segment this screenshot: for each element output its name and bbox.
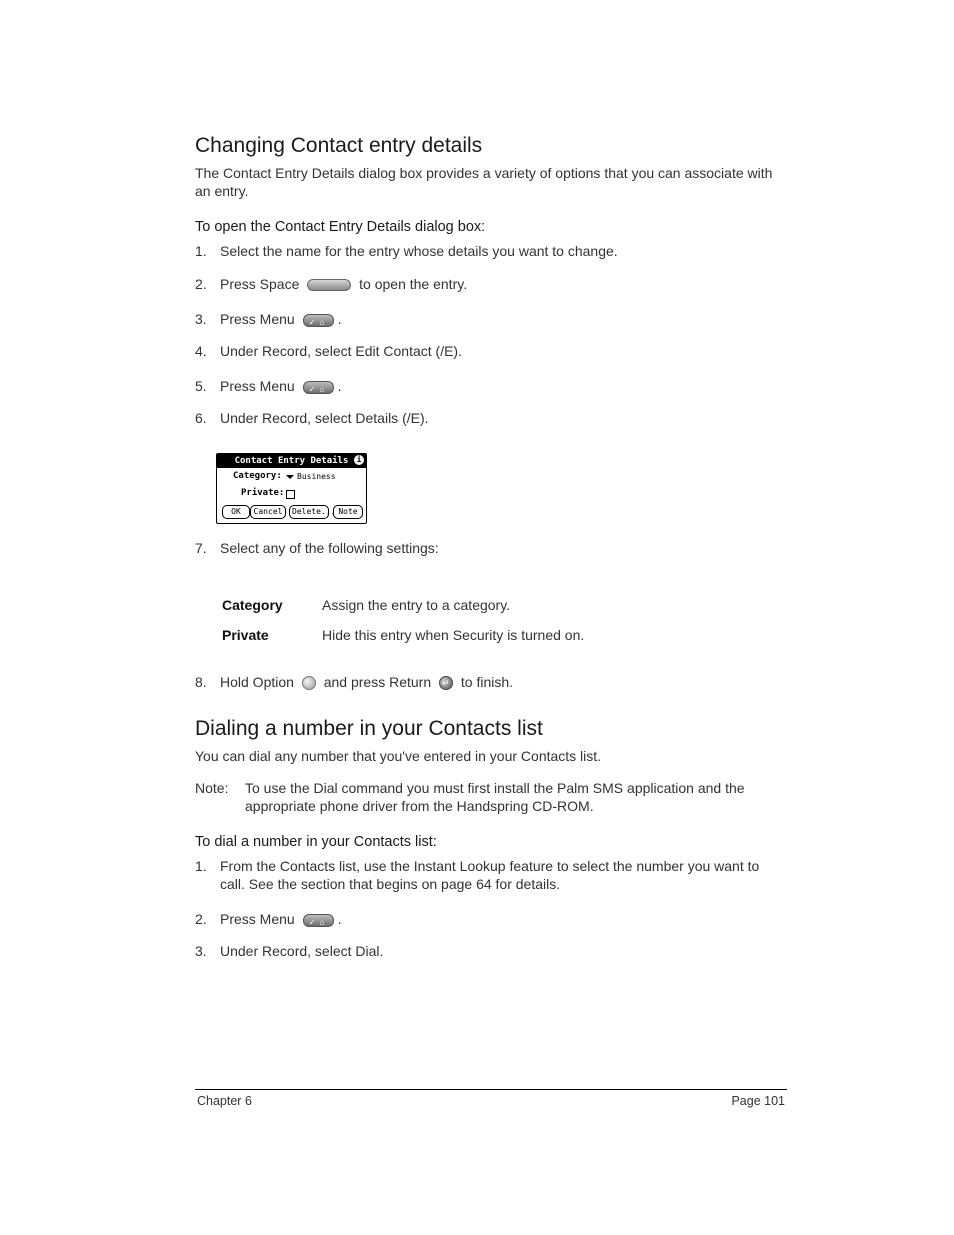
step-6: 6. Under Record, select Details (/E). <box>195 410 429 426</box>
space-key-icon <box>307 279 351 291</box>
footer-divider <box>195 1089 787 1090</box>
dialog-title: Contact Entry Details <box>217 454 366 468</box>
note-text: To use the Dial command you must first install the Palm SMS application and the appropriate phone driver from the Handspring CD-ROM. <box>245 780 745 814</box>
option-key-icon <box>302 676 316 690</box>
setting-definition-category: Assign the entry to a category. <box>322 597 511 613</box>
procedure-title: To open the Contact Entry Details dialog box: <box>195 219 486 235</box>
step-5: 5. Press Menu ✓ ⌂ . <box>195 378 342 394</box>
menu-key-icon: ✓ ⌂ <box>303 381 334 394</box>
cancel-button[interactable]: Cancel <box>250 505 286 519</box>
setting-term-category: Category <box>222 597 283 613</box>
section-heading-dialing: Dialing a number in your Contacts list <box>195 717 543 740</box>
info-icon[interactable]: i <box>354 455 364 465</box>
procedure-title: To dial a number in your Contacts list: <box>195 834 437 850</box>
delete-button[interactable]: Delete... <box>289 505 329 519</box>
step-8: 8. Hold Option and press Return ↵ to finish. <box>195 674 514 690</box>
step-1: 1. Select the name for the entry whose details you want to change. <box>195 243 618 259</box>
setting-term-private: Private <box>222 627 269 643</box>
footer-chapter: Chapter 6 <box>197 1094 252 1108</box>
private-checkbox[interactable] <box>286 490 295 499</box>
setting-definition-private: Hide this entry when Security is turned on. <box>322 627 585 643</box>
ok-button[interactable]: OK <box>222 505 250 519</box>
note-label: Note: <box>195 780 229 796</box>
menu-key-icon: ✓ ⌂ <box>303 314 334 327</box>
contact-entry-details-dialog <box>216 453 367 524</box>
step-2: 2. Press Space to open the entry. <box>195 276 468 292</box>
step-7: 7. Select any of the following settings: <box>195 540 439 556</box>
dial-step-2: 2. Press Menu ✓ ⌂ . <box>195 911 342 927</box>
menu-key-icon: ✓ ⌂ <box>303 914 334 927</box>
section-heading-changing-contact: Changing Contact entry details <box>195 134 483 157</box>
category-label: Category: <box>233 471 282 481</box>
note-button[interactable]: Note <box>333 505 363 519</box>
dropdown-arrow-icon[interactable] <box>286 475 294 479</box>
step-4: 4. Under Record, select Edit Contact (/E). <box>195 343 462 359</box>
section-intro: You can dial any number that you've entered in your Contacts list. <box>195 748 602 764</box>
step-3: 3. Press Menu ✓ ⌂ . <box>195 311 342 327</box>
dial-step-1: 1. From the Contacts list, use the Instant Lookup feature to select the number you want to call. See the section that begins on page 64 for details. <box>195 858 760 892</box>
dial-step-3: 3. Under Record, select Dial. <box>195 943 384 959</box>
return-key-icon: ↵ <box>439 676 453 690</box>
section-intro: The Contact Entry Details dialog box provides a variety of options that you can associate with an entry. <box>195 165 773 199</box>
footer-page-number: Page 101 <box>731 1094 785 1108</box>
private-label: Private: <box>241 488 285 498</box>
category-value[interactable]: Business <box>297 472 336 481</box>
